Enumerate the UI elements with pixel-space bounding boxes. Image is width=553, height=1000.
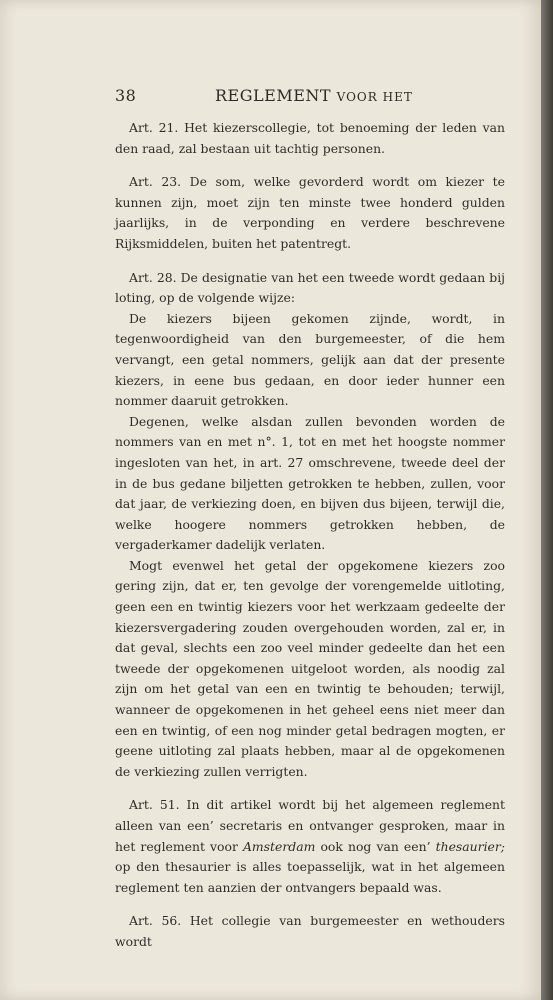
article-51-italic-thesaurier: thesaurier; (435, 838, 505, 854)
running-title-main: REGLEMENT (215, 86, 332, 105)
page-edge (541, 0, 553, 1000)
article-51-tail: op den thesaurier is alles toepasselijk, wat in het algemeen reglement ten aanzien der ontvangers bepaald was. (115, 859, 505, 895)
article-28-paragraph: De kiezers bijeen gekomen zijnde, wordt, in tegenwoordigheid van den burgemeester, of die hem vervangt, een getal nommers, gelijk aan dat der presente kiezers, in eene bus gedaan, en door ieder hunner een nommer daaruit getrokken. (115, 310, 505, 409)
article-51 (115, 795, 505, 898)
article-23: Art. 23. De som, welke gevorderd wordt om kiezer te kunnen zijn, moet zijn ten minste twee honderd gulden jaarlijks, in de verponding en verdere beschrevene Rijksmiddelen, buiten het patentregt. (115, 174, 505, 251)
article-28-paragraph: Degenen, welke alsdan zullen bevonden worden de nommers van en met n°. 1, tot en met het hoogste nommer ingesloten van het, in art. 27 omschrevene, tweede deel der in de bus gedane biljetten getrokken te hebben, zullen, voor dat jaar, de verkiezing doen, en bijven dus bijeen, terwijl die, welke hoogere nommers getrokken hebben, de vergaderkamer dadelijk verlaten. (115, 413, 505, 553)
article-21: Art. 21. Het kiezerscollegie, tot benoeming der leden van den raad, zal bestaan uit tachtig personen. (115, 120, 505, 156)
page-number: 38 (115, 86, 137, 105)
article-51-italic-amsterdam: Amsterdam (242, 838, 316, 854)
article-56: Art. 56. Het collegie van burgemeester en wethouders wordt (115, 913, 505, 949)
article-51-middle: ook nog van een’ (315, 838, 436, 854)
article-28: Art. 28. De designatie van het een tweede wordt gedaan bij loting, op de volgende wijze: (115, 269, 505, 306)
article-51-text: Art. 51. In dit artikel wordt bij het algemeen reglement alleen van een’ secretaris en ontvanger gesproken, maar in het reglement voor (115, 797, 505, 854)
article-28-paragraph: Mogt evenwel het getal der opgekomene kiezers zoo gering zijn, dat er, ten gevolge der vorengemelde uitloting, geen een en twintig kiezers voor het werkzaam gedeelte der kiezersvergadering zouden overgehouden worden, zal er, in dat geval, slechts een zoo veel minder gedeelte dan het een tweede der opgekomenen uitgeloot worden, als noodig zal zijn om het getal van een en twintig te behouden; terwijl, wanneer de opgekomenen in het geheel eens niet meer dan een en twintig, of een nog minder getal bedragen mogten, er geene uitloting zal plaats hebben, maar al de opgekomenen de verkiezing zullen verrigten. (115, 557, 505, 779)
running-title-small: VOOR HET (336, 90, 413, 104)
page-body (115, 118, 505, 953)
running-title (215, 86, 413, 105)
